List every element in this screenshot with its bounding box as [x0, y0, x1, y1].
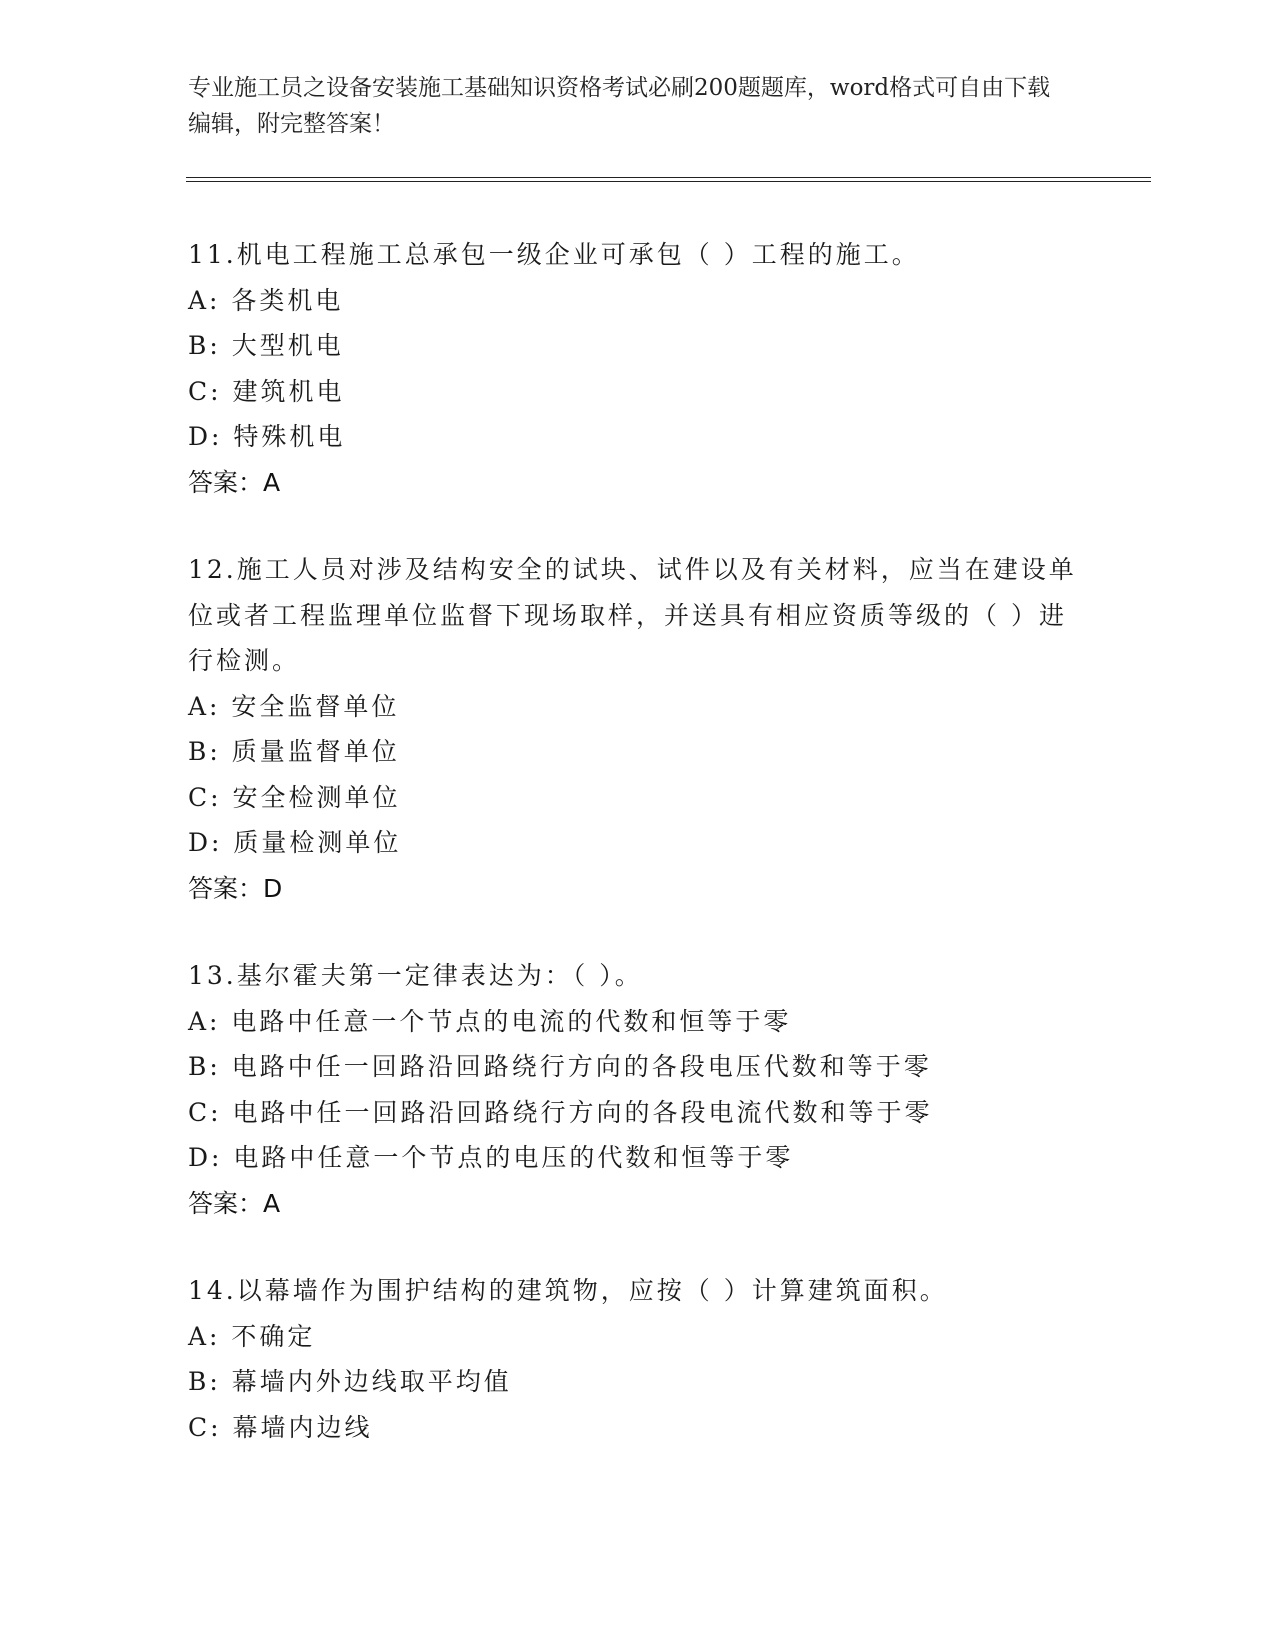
question-14	[188, 1268, 1088, 1450]
answer-line: 答案：A	[188, 467, 281, 497]
option-a: A: 不确定	[188, 1321, 316, 1351]
option-c: C: 幕墙内边线	[188, 1412, 373, 1442]
option-a: A: 各类机电	[188, 285, 344, 315]
option-c: C: 安全检测单位	[188, 782, 401, 812]
header-divider-top	[186, 177, 1151, 178]
option-c: C: 电路中任一回路沿回路绕行方向的各段电流代数和等于零	[188, 1097, 933, 1127]
option-b: B: 电路中任一回路沿回路绕行方向的各段电压代数和等于零	[188, 1052, 932, 1081]
question-stem: 11.机电工程施工总承包一级企业可承包（ ）工程的施工。	[188, 240, 920, 269]
option-b: B: 大型机电	[188, 331, 344, 360]
question-12	[188, 547, 1088, 911]
header-divider-bottom	[186, 181, 1151, 182]
question-11	[188, 232, 1088, 505]
option-a: A: 安全监督单位	[188, 691, 400, 721]
option-d: D: 电路中任意一个节点的电压的代数和恒等于零	[188, 1143, 794, 1172]
answer-line: 答案：A	[188, 1188, 281, 1218]
option-b: B: 幕墙内外边线取平均值	[188, 1367, 512, 1396]
option-c: C: 建筑机电	[188, 376, 345, 406]
option-a: A: 电路中任意一个节点的电流的代数和恒等于零	[188, 1006, 792, 1036]
page-header: 专业施工员之设备安装施工基础知识资格考试必刷200题题库，word格式可自由下载编辑，附完整答案！	[188, 75, 1051, 137]
question-list	[188, 232, 1088, 1492]
question-13	[188, 953, 1088, 1226]
question-stem: 13.基尔霍夫第一定律表达为：（ ）。	[188, 961, 643, 990]
answer-line: 答案：D	[188, 873, 283, 903]
question-stem: 14.以幕墙作为围护结构的建筑物，应按（ ）计算建筑面积。	[188, 1276, 948, 1305]
option-b: B: 质量监督单位	[188, 737, 400, 766]
option-d: D: 特殊机电	[188, 422, 346, 451]
option-d: D: 质量检测单位	[188, 828, 402, 857]
question-stem: 12.施工人员对涉及结构安全的试块、试件以及有关材料，应当在建设单位或者工程监理单位监督下现场取样，并送具有相应资质等级的（ ）进行检测。	[188, 555, 1077, 675]
